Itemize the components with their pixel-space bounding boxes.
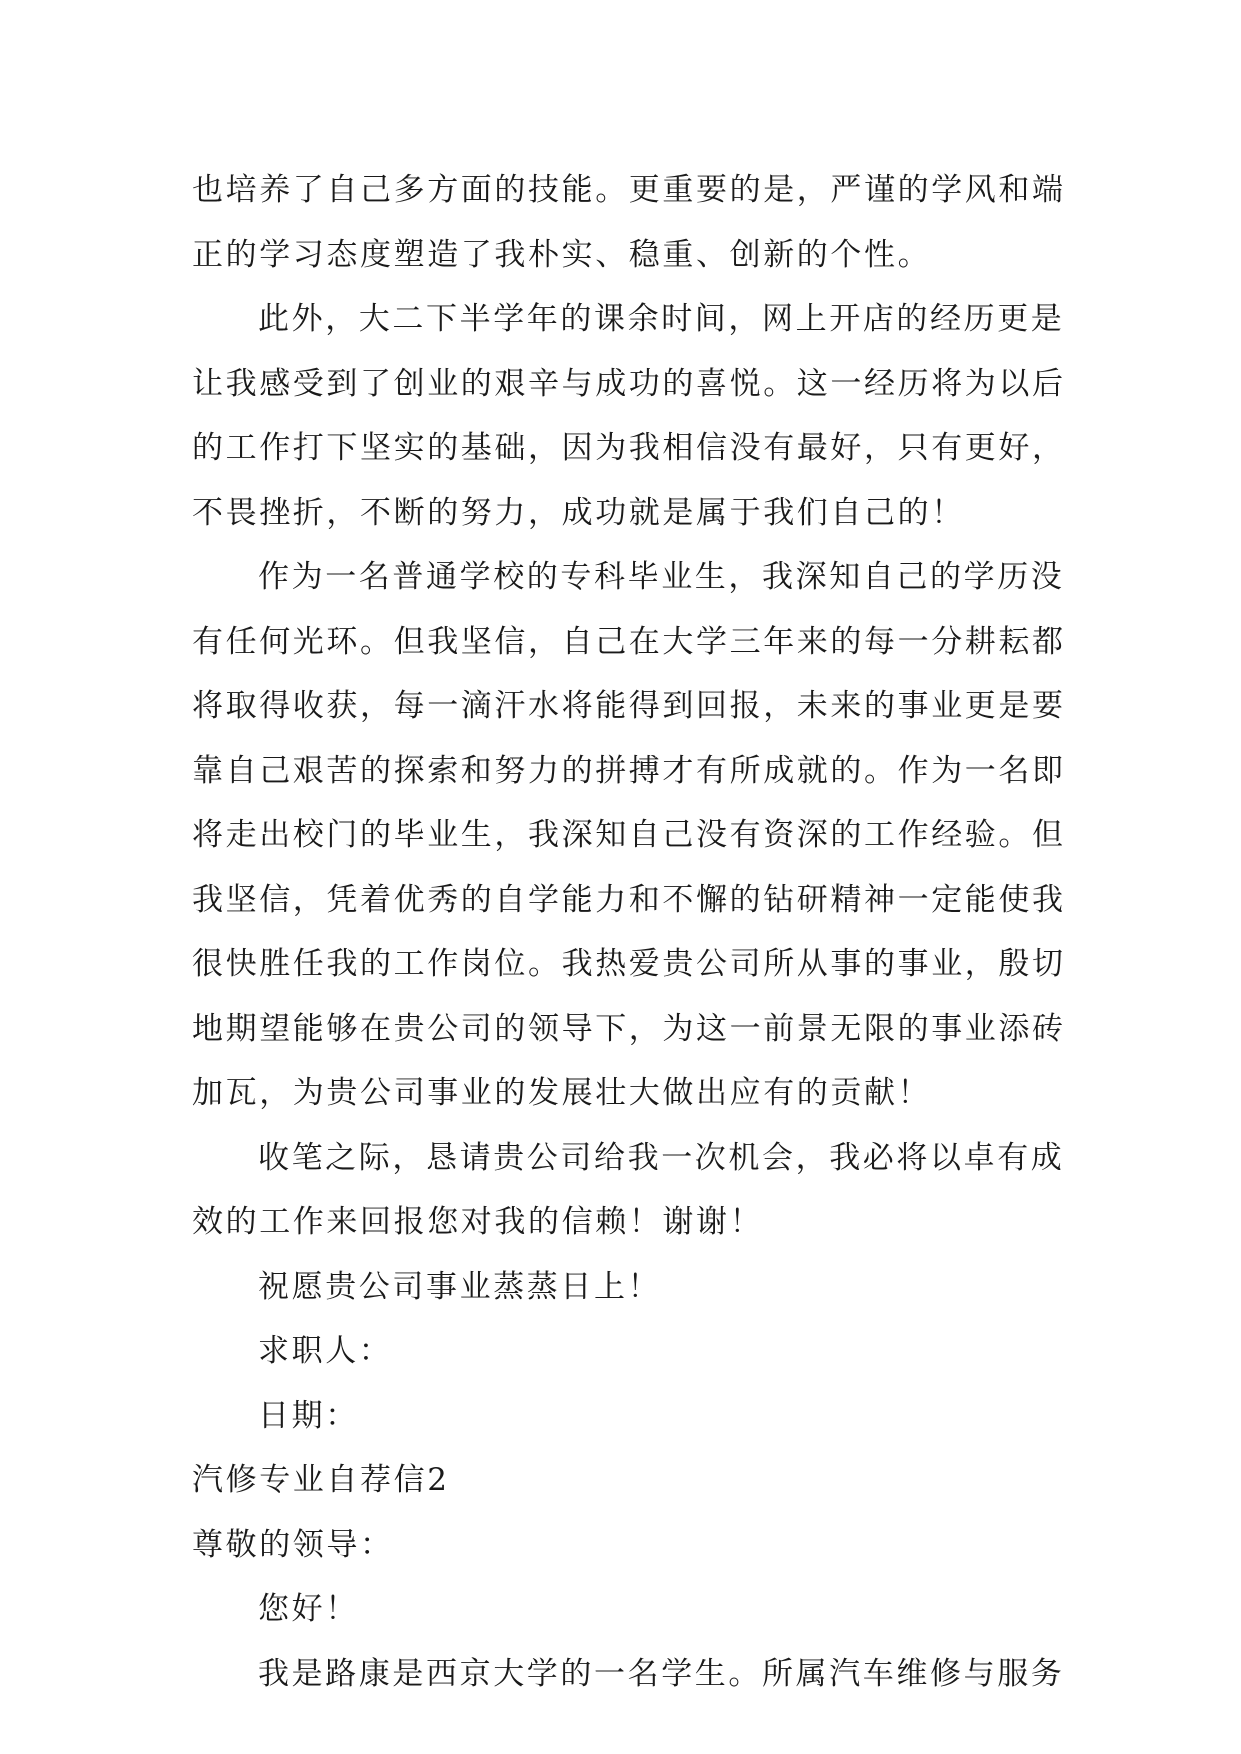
greeting: 您好！ — [258, 1591, 359, 1627]
text-line: 也培养了自己多方面的技能。更重要的是，严谨的学风和端 — [192, 172, 1066, 208]
paragraph-start-line: 收笔之际，恳请贵公司给我一次机会，我必将以卓有成 — [258, 1139, 1065, 1176]
text-line: 地期望能够在贵公司的领导下，为这一前景无限的事业添砖 — [192, 1010, 1066, 1047]
text-line: 效的工作来回报您对我的信赖！谢谢！ — [192, 1204, 764, 1240]
closing-wish: 祝愿贵公司事业蒸蒸日上！ — [258, 1268, 662, 1305]
text-line: 正的学习态度塑造了我朴实、稳重、创新的个性。 — [192, 236, 932, 273]
text-line: 靠自己艰苦的探索和努力的拼搏才有所成就的。作为一名即 — [192, 752, 1066, 789]
text-line: 将取得收获，每一滴汗水将能得到回报，未来的事业更是要 — [192, 688, 1066, 724]
text-line: 我坚信，凭着优秀的自学能力和不懈的钻研精神一定能使我 — [192, 881, 1066, 918]
text-line: 将走出校门的毕业生，我深知自己没有资深的工作经验。但 — [192, 817, 1066, 853]
text-line: 有任何光环。但我坚信，自己在大学三年来的每一分耕耘都 — [192, 623, 1066, 660]
text-line: 很快胜任我的工作岗位。我热爱贵公司所从事的事业，殷切 — [192, 946, 1066, 982]
text-line: 加瓦，为贵公司事业的发展壮大做出应有的贡献！ — [192, 1075, 932, 1111]
text-line: 不畏挫折，不断的努力，成功就是属于我们自己的！ — [192, 494, 965, 531]
text-line: 让我感受到了创业的艰辛与成功的喜悦。这一经历将为以后 — [192, 365, 1066, 402]
letter-body — [192, 158, 1066, 1706]
salutation: 尊敬的领导： — [192, 1526, 394, 1563]
section-title: 汽修专业自荐信2 — [192, 1462, 450, 1498]
applicant-label: 求职人： — [258, 1333, 393, 1369]
text-line: 的工作打下坚实的基础，因为我相信没有最好，只有更好， — [192, 430, 1066, 466]
paragraph-start-line: 此外，大二下半学年的课余时间，网上开店的经历更是 — [258, 301, 1065, 337]
date-label: 日期： — [258, 1397, 359, 1434]
paragraph-start-line: 我是路康是西京大学的一名学生。所属汽车维修与服务 — [258, 1655, 1065, 1692]
paragraph-start-line: 作为一名普通学校的专科毕业生，我深知自己的学历没 — [258, 559, 1065, 595]
